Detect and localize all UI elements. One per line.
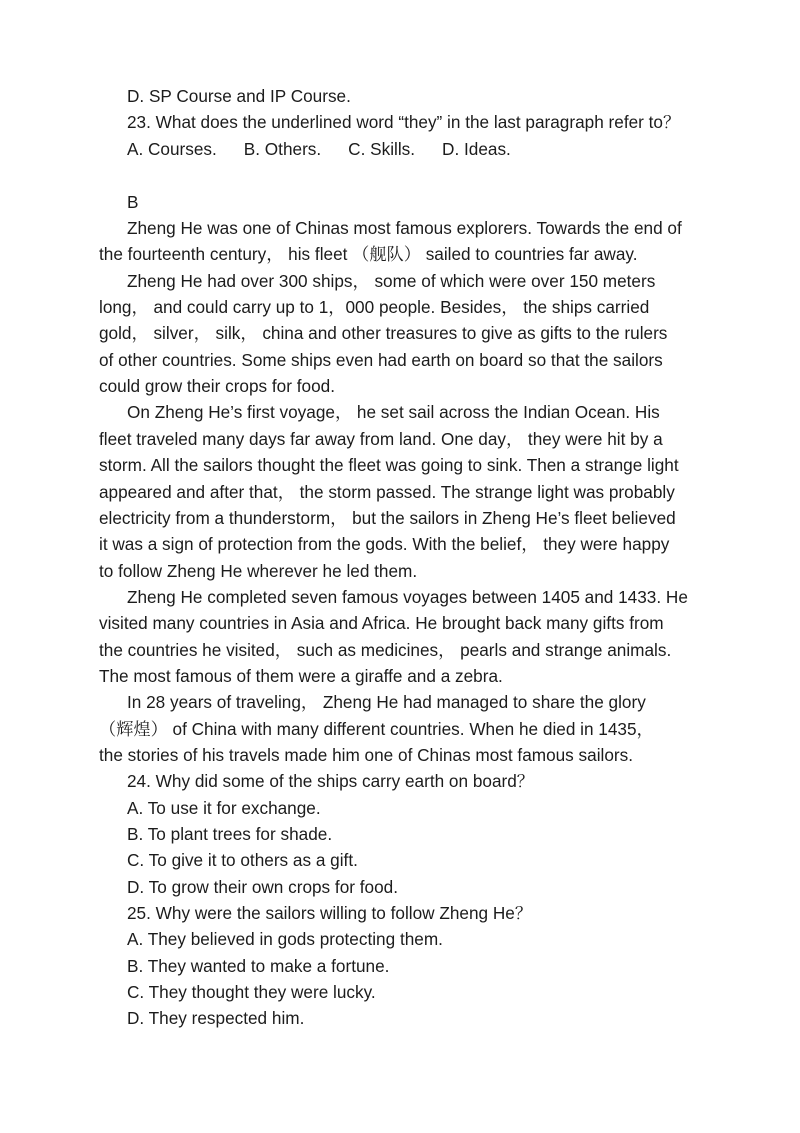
passage-line: to follow Zheng He wherever he led them.: [99, 561, 418, 581]
q25-option-c: C. They thought they were lucky.: [127, 982, 376, 1002]
passage-line: Zheng He completed seven famous voyages between 1405 and 1433. He: [127, 587, 688, 607]
q25-option-d: D. They respected him.: [127, 1008, 305, 1028]
passage-line: the fourteenth century， his fleet （舰队） sailed to countries far away.: [99, 244, 638, 264]
q25-option-a: A. They believed in gods protecting them.: [127, 929, 443, 949]
q24-option-a: A. To use it for exchange.: [127, 798, 321, 818]
section-b-label: B: [127, 192, 139, 212]
passage-line: Zheng He had over 300 ships， some of which were over 150 meters: [127, 271, 656, 291]
passage-line: Zheng He was one of Chinas most famous explorers. Towards the end of: [127, 218, 682, 238]
q23-option-c: C. Skills.: [348, 139, 416, 159]
passage-line: In 28 years of traveling， Zheng He had managed to share the glory: [127, 692, 646, 712]
q24-option-c: C. To give it to others as a gift.: [127, 850, 358, 870]
q23-question: 23. What does the underlined word “they” in the last paragraph refer to？: [127, 112, 681, 132]
passage-line: The most famous of them were a giraffe and a zebra.: [99, 666, 503, 686]
q25-question: 25. Why were the sailors willing to follow Zheng He？: [127, 903, 533, 923]
q23-option-b: B. Others.: [243, 139, 322, 159]
passage-line: of other countries. Some ships even had earth on board so that the sailors: [99, 350, 663, 370]
passage-line: On Zheng He’s first voyage， he set sail across the Indian Ocean. His: [127, 402, 660, 422]
q23-option-a: A. Courses.: [127, 139, 217, 159]
q24-option-b: B. To plant trees for shade.: [127, 824, 333, 844]
passage-line: long， and could carry up to 1，000 people. Besides， the ships carried: [99, 297, 650, 317]
q23-option-d: D. Ideas.: [442, 139, 511, 159]
passage-line: gold， silver， silk， china and other treasures to give as gifts to the rulers: [99, 323, 668, 343]
passage-line: appeared and after that， the storm passed. The strange light was probably: [99, 482, 675, 502]
passage-line: could grow their crops for food.: [99, 376, 335, 396]
passage-line: storm. All the sailors thought the fleet was going to sink. Then a strange light: [99, 455, 679, 475]
q24-question: 24. Why did some of the ships carry earth on board？: [127, 771, 534, 791]
q25-option-b: B. They wanted to make a fortune.: [127, 956, 390, 976]
passage-line: it was a sign of protection from the gods. With the belief， they were happy: [99, 534, 670, 554]
passage-line: （辉煌） of China with many different countries. When he died in 1435，: [99, 719, 654, 739]
q22-option-d: D. SP Course and IP Course.: [127, 86, 351, 106]
passage-line: electricity from a thunderstorm， but the sailors in Zheng He’s fleet believed: [99, 508, 676, 528]
q24-option-d: D. To grow their own crops for food.: [127, 877, 398, 897]
q23-options: [127, 138, 511, 160]
passage-line: fleet traveled many days far away from land. One day， they were hit by a: [99, 429, 663, 449]
passage-line: the countries he visited， such as medicines， pearls and strange animals.: [99, 640, 672, 660]
passage-line: the stories of his travels made him one of Chinas most famous sailors.: [99, 745, 633, 765]
passage-line: visited many countries in Asia and Africa. He brought back many gifts from: [99, 613, 664, 633]
